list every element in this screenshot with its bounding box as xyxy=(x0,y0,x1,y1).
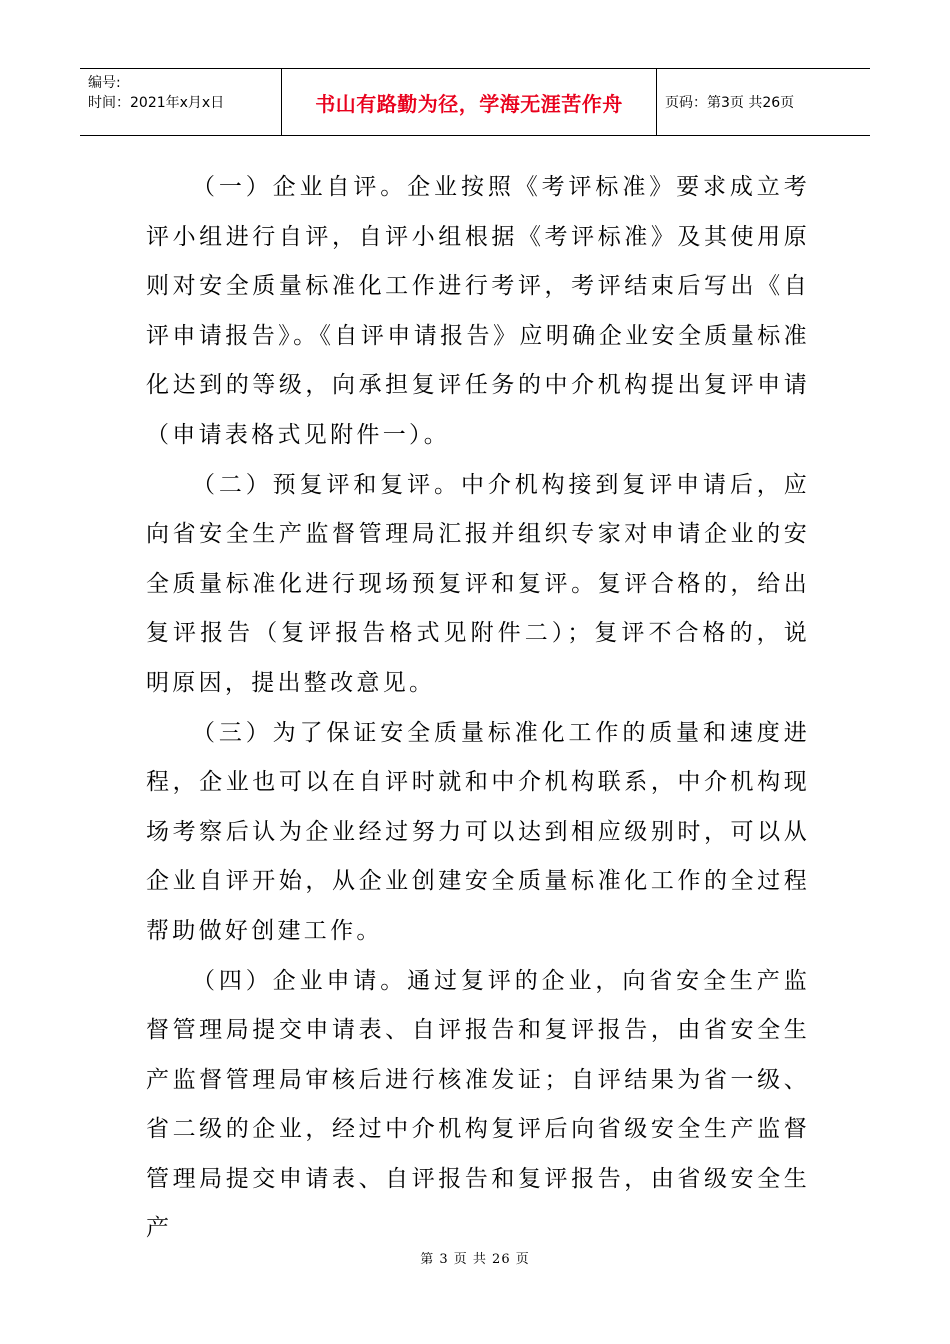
paragraph-3: （三）为了保证安全质量标准化工作的质量和速度进程，企业也可以在自评时就和中介机构联系，中介机构现场考察后认为企业经过努力可以达到相应级别时，可以从企业自评开始，从企业创建安全质量标准化工作的全过程帮助做好创建工作。 xyxy=(146,719,810,944)
header-page-label: 页码：第3页 共26页 xyxy=(665,95,795,111)
document-body xyxy=(146,163,810,1254)
page-footer: 第 3 页 共 26 页 xyxy=(420,1252,530,1267)
paragraph-4: （四）企业申请。通过复评的企业，向省安全生产监督管理局提交申请表、自评报告和复评报告，由省安全生产监督管理局审核后进行核准发证；自评结果为省一级、省二级的企业，经过中介机构复评后向省级安全生产监督管理局提交申请表、自评报告和复评报告，由省级安全生产 xyxy=(146,967,810,1242)
page-header xyxy=(80,68,870,136)
paragraph-2: （二）预复评和复评。中介机构接到复评申请后，应向省安全生产监督管理局汇报并组织专家对申请企业的安全质量标准化进行现场预复评和复评。复评合格的，给出复评报告（复评报告格式见附件二）；复评不合格的，说明原因，提出整改意见。 xyxy=(146,471,810,696)
header-motto: 书山有路勤为径，学海无涯苦作舟 xyxy=(282,69,657,135)
header-meta xyxy=(80,69,282,135)
document-number-label: 编号: xyxy=(88,75,121,91)
document-time-label: 时间：2021年x月x日 xyxy=(88,95,225,111)
paragraph-1: （一）企业自评。企业按照《考评标准》要求成立考评小组进行自评，自评小组根据《考评标准》及其使用原则对安全质量标准化工作进行考评，考评结束后写出《自评申请报告》。《自评申请报告》应明确企业安全质量标准化达到的等级，向承担复评任务的中介机构提出复评申请（申请表格式见附件一）。 xyxy=(146,174,810,448)
